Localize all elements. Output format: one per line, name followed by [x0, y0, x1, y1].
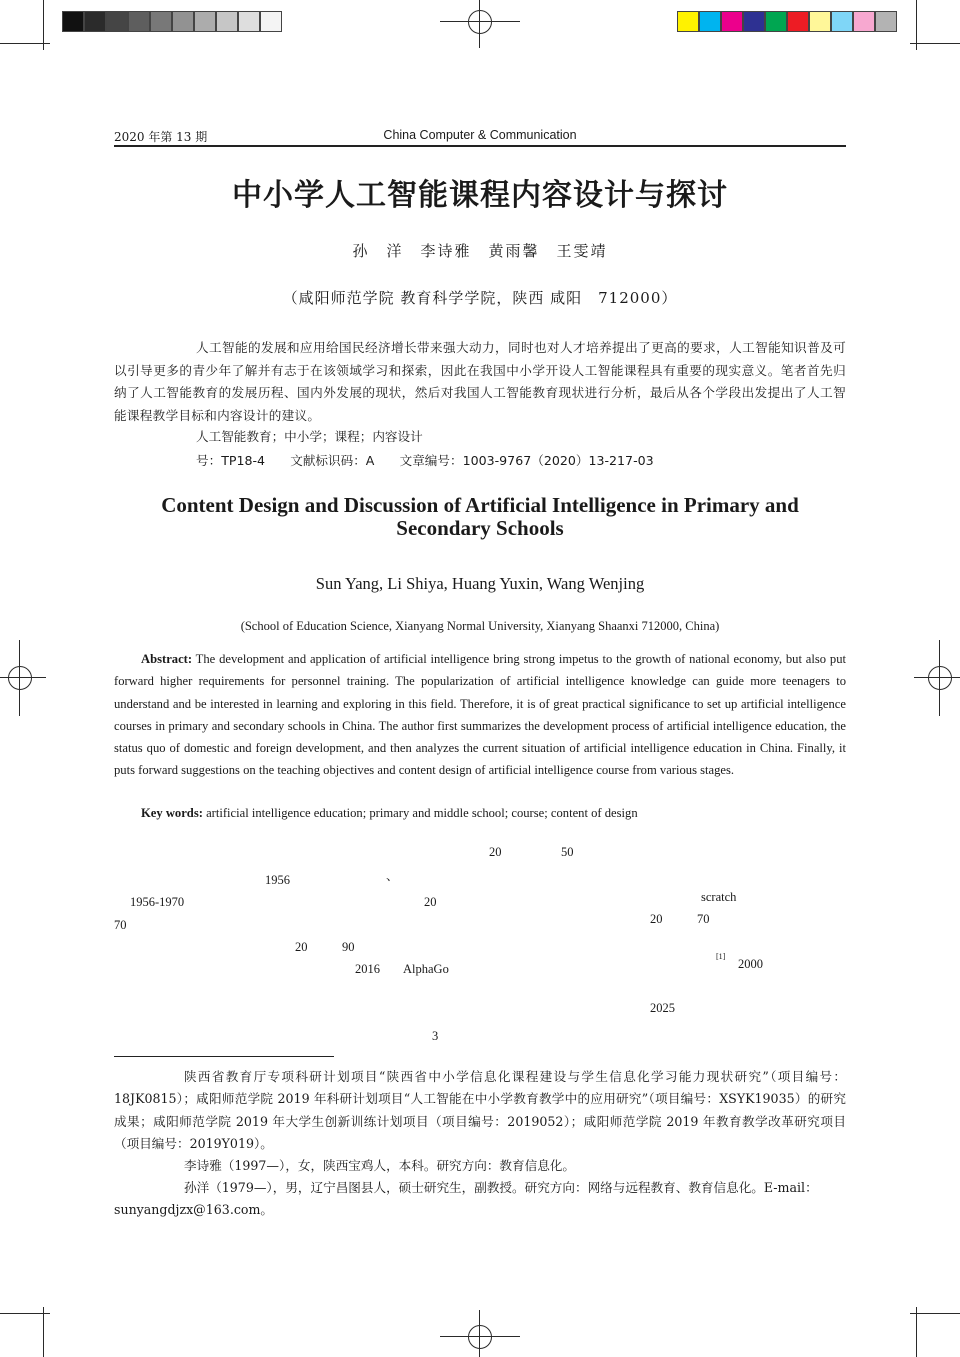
abstract-en — [114, 648, 846, 782]
body-fragment: 1956-1970 — [130, 895, 185, 909]
abstract-en-text: The development and application of artificial intelligence bring strong impetus to the growth of national economy, but also put forward higher requirements for personnel training. The popularization of artificial intelligence knowledge can guide more teenagers to understand and be interested in learning and exploring in this field. Therefore, it is of great practical significance to set up artificial intelligence courses in primary and secondary schools in China. The author first summarizes the development process of artificial intelligence education, the status quo of domestic and foreign development, and then analyzes the current situation of artificial intelligence education in China. Finally, it puts forward suggestions on the teaching objectives and content design of artificial intelligence course from various stages. — [114, 652, 847, 778]
calibration-swatch — [787, 11, 809, 32]
calibration-swatch — [743, 11, 765, 32]
body-fragment: 90 — [342, 940, 355, 954]
calibration-swatch — [853, 11, 875, 32]
body-fragment: 2016 — [355, 962, 380, 976]
body-fragment: 70 — [697, 912, 710, 926]
keywords-zh: 人工智能教育；中小学；课程；内容设计 — [196, 429, 423, 444]
calibration-swatch — [699, 11, 721, 32]
calibration-swatch — [809, 11, 831, 32]
calibration-swatch — [194, 11, 216, 32]
registration-mark-left — [8, 666, 32, 690]
title-en: Content Design and Discussion of Artificial Intelligence in Primary and Secondary Schools — [161, 493, 799, 540]
authors-en: Sun Yang, Li Shiya, Huang Yuxin, Wang Wenjing — [315, 574, 645, 593]
calibration-swatch — [106, 11, 128, 32]
abstract-en-label: Abstract: — [141, 652, 193, 666]
issue-label: 2020 年第 13 期 — [114, 130, 208, 144]
body-fragment: 2000 — [738, 957, 763, 971]
calibration-swatch — [721, 11, 743, 32]
journal-name: China Computer & Communication — [383, 128, 577, 142]
body-fragment: 、 — [386, 869, 399, 883]
body-fragment: 1956 — [265, 873, 290, 887]
footnote-rule — [114, 1056, 334, 1057]
body-fragment: 2025 — [650, 1001, 675, 1015]
calibration-swatch — [216, 11, 238, 32]
authors-zh: 孙 洋 李诗雅 黄雨馨 王雯靖 — [352, 242, 608, 260]
calibration-swatch — [831, 11, 853, 32]
body-fragment: 20 — [424, 895, 437, 909]
calibration-swatch — [128, 11, 150, 32]
calibration-swatch — [260, 11, 282, 32]
citation-marker: [1] — [716, 952, 726, 961]
keywords-en-text: artificial intelligence education; primary and middle school; course; content of design — [206, 806, 638, 820]
body-fragment: 50 — [561, 845, 574, 859]
affiliation-zh: （咸阳师范学院 教育科学学院，陕西 咸阳 712000） — [282, 289, 678, 307]
registration-mark-top — [468, 10, 492, 34]
affiliation-en: (School of Education Science, Xianyang Normal University, Xianyang Shaanxi 712000, China) — [240, 619, 720, 633]
calibration-swatch — [677, 11, 699, 32]
footnote-fund: 陕西省教育厅专项科研计划项目“陕西省中小学信息化课程建设与学生信息化学习能力现状研究”（项目编号：18JK0815）；咸阳师范学院 2019 年科研计划项目“人工智能在中小学教育教学中的应用研究”（项目编号：XSYK19035）的研究成果；咸阳师范学院 2019 年大学生创新训练计划项目（项目编号：2019052）；咸阳师范学院 2019 年教育教学改革研究项目（项目编号：2019Y019）。 — [114, 1069, 846, 1151]
body-fragment: 20 — [295, 940, 308, 954]
abstract-zh: 人工智能的发展和应用给国民经济增长带来强大动力，同时也对人才培养提出了更高的要求，人工智能知识普及可以引导更多的青少年了解并有志于在该领域学习和探索，因此在我国中小学开设人工智能课程具有重要的现实意义。笔者首先归纳了人工智能教育的发展历程、国内外发展的现状，然后对我国人工智能教育现状进行分析，最后从各个学段出发提出了人工智能课程教学目标和内容设计的建议。 — [114, 340, 846, 423]
footnote-author1: 李诗雅（1997—），女，陕西宝鸡人，本科。研究方向：教育信息化。 — [184, 1158, 575, 1173]
classification-zh: 号：TP18-4 文献标识码：A 文章编号：1003-9767（2020）13-217-03 — [196, 453, 654, 468]
calibration-swatch — [765, 11, 787, 32]
calibration-swatch — [238, 11, 260, 32]
registration-mark-right — [928, 666, 952, 690]
keywords-en — [141, 806, 638, 821]
calibration-swatch — [150, 11, 172, 32]
body-fragment: 3 — [432, 1029, 439, 1043]
body-fragment: 20 — [489, 845, 502, 859]
calibration-swatch — [84, 11, 106, 32]
registration-mark-bottom — [468, 1325, 492, 1349]
body-fragment: AlphaGo — [403, 962, 449, 976]
calibration-swatch — [875, 11, 897, 32]
body-fragment: 70 — [114, 918, 127, 932]
title-zh: 中小学人工智能课程内容设计与探讨 — [232, 178, 728, 213]
keywords-en-label: Key words: — [141, 806, 203, 820]
calibration-swatch — [62, 11, 84, 32]
body-fragment: scratch — [701, 890, 737, 904]
calibration-swatch — [172, 11, 194, 32]
body-fragment: 20 — [650, 912, 663, 926]
header-rule — [114, 145, 846, 147]
footnote-author2: 孙洋（1979—），男，辽宁昌图县人，硕士研究生，副教授。研究方向：网络与远程教育、教育信息化。E-mail：sunyangdjzx@163.com。 — [114, 1180, 818, 1218]
